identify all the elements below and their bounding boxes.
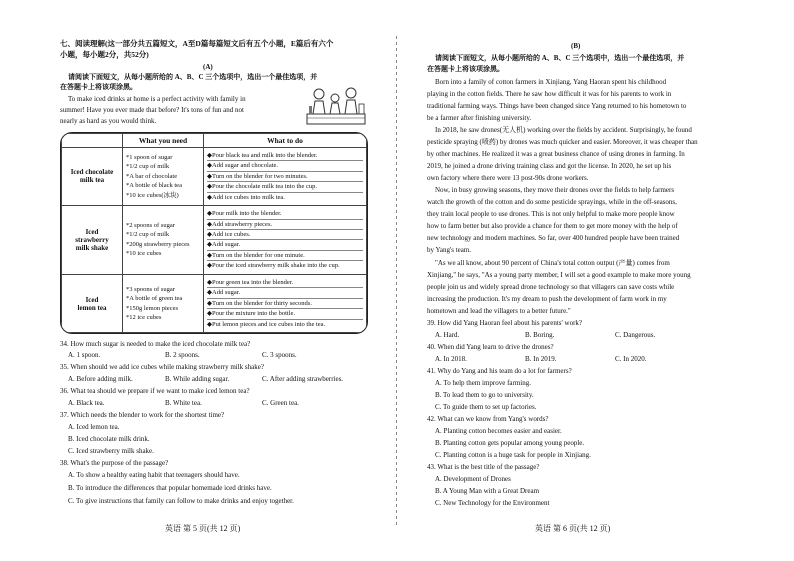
option: C. After adding strawberries. bbox=[262, 375, 344, 383]
passage-label-b: (B) bbox=[571, 42, 581, 50]
paragraph-3-line: by Yang's team. bbox=[427, 246, 472, 254]
option: A. Planting cotton becomes easier and easier. bbox=[435, 427, 562, 435]
option: C. 3 spoons. bbox=[262, 351, 297, 359]
table-corner bbox=[62, 134, 123, 148]
paragraph-4-line: Xinjiang," he says, "As a young party member, I will set a good example to make more young bbox=[427, 271, 691, 279]
column-header-todo: What to do bbox=[204, 134, 367, 148]
drink-name: Iced lemon tea bbox=[62, 275, 123, 333]
steps-cell: ◆Pour black tea and milk into the blender. ◆Add sugar and chocolate. ◆Turn on the blender for two minutes. ◆Pour the chocolate milk tea into the cup. ◆Add ice cubes into milk tea. bbox=[204, 148, 367, 206]
paragraph-4-line: hometown and lead the villagers to a better future." bbox=[427, 307, 571, 315]
paragraph-2-line: by other machines. He realized it was a great business chance of using drones in farming. In bbox=[427, 150, 685, 158]
option: C. To give instructions that family can follow to make drinks and enjoy together. bbox=[68, 497, 294, 505]
paragraph-2-line: 2019, he joined a drone driving training class and got the license. In 2020, he set up his bbox=[427, 162, 672, 170]
option: A. Before adding milk. bbox=[68, 375, 133, 383]
question-35: 35. When should we add ice cubes while making strawberry milk shake? bbox=[60, 363, 264, 371]
paragraph-3-line: they train local people to use drones. This is not only helpful to make more people know bbox=[427, 210, 675, 218]
page-footer-left: 英语 第 5 页(共 12 页) bbox=[165, 524, 241, 533]
page-footer-right: 英语 第 6 页(共 12 页) bbox=[535, 524, 611, 533]
paragraph-1-line: playing in the cotton fields. There he saw how difficult it was for his parents to work in bbox=[427, 90, 672, 98]
paragraph-1-line: Born into a family of cotton farmers in Xinjiang, Yang Haoran spent his childhood bbox=[435, 78, 667, 86]
option: A. To show a healthy eating habit that teenagers should have. bbox=[68, 471, 240, 479]
option: A. To help them improve farming. bbox=[435, 379, 532, 387]
instruction-line-1: 请阅读下面短文，从每小题所给的 A、B、C 三个选项中，选出一个最佳选项，并 bbox=[435, 54, 685, 62]
option: B. A Young Man with a Great Dream bbox=[435, 487, 540, 495]
family-illustration bbox=[305, 84, 367, 128]
paragraph-4-line: people join us and widely spread drone technology so that villagers can save costs while bbox=[427, 283, 675, 291]
steps-cell: ◆Pour green tea into the blender. ◆Add sugar. ◆Turn on the blender for thirty seconds. ◆Pour the mixture into the bottle. ◆Put lemon pieces and ice cubes into the tea. bbox=[204, 275, 367, 333]
intro-line-2: summer! Have you ever made that before? It's tons of fun and not bbox=[60, 106, 244, 114]
paragraph-3-line: watch the growth of the cotton and do some pesticide sprayings, while in the off-seasons, bbox=[427, 198, 677, 206]
option: B. Iced chocolate milk drink. bbox=[68, 435, 150, 443]
option: C. To guide them to set up factories. bbox=[435, 403, 537, 411]
option: C. New Technology for the Environment bbox=[435, 499, 550, 507]
paragraph-2-line: In 2018, he saw drones(无人机) working over the fields by accident. Surprisingly, he found bbox=[435, 126, 692, 134]
option: B. To lead them to go to university. bbox=[435, 391, 534, 399]
column-header-need: What you need bbox=[123, 134, 204, 148]
option: A. Black tea. bbox=[68, 399, 105, 407]
table-row bbox=[62, 148, 367, 206]
steps-cell: ◆Pour milk into the blender. ◆Add strawberry pieces. ◆Add ice cubes. ◆Add sugar. ◆Turn on the blender for one minute. ◆Pour the iced strawberry milk shake into the cup. bbox=[204, 205, 367, 274]
section-title: 七、阅读理解(这一部分共五篇短文，A至D篇每篇短文后有五个小题，E篇后有六个 bbox=[60, 39, 334, 48]
passage-label-a: (A) bbox=[203, 63, 213, 71]
option: B. 2 spoons. bbox=[165, 351, 200, 359]
page-right bbox=[397, 0, 794, 561]
option: C. Iced strawberry milk shake. bbox=[68, 447, 154, 455]
question-39: 39. How did Yang Haoran feel about his parents' work? bbox=[427, 319, 583, 327]
drink-name: Iced chocolate milk tea bbox=[62, 148, 123, 206]
paragraph-1-line: be a farmer after finishing university. bbox=[427, 114, 532, 122]
option: B. Planting cotton gets popular among young people. bbox=[435, 439, 585, 447]
instruction-line-2: 在答题卡上将该项涂黑。 bbox=[60, 83, 137, 91]
question-43: 43. What is the best title of the passage? bbox=[427, 463, 540, 471]
option: C. In 2020. bbox=[615, 355, 647, 363]
option: A. Iced lemon tea. bbox=[68, 423, 120, 431]
option: B. While adding sugar. bbox=[165, 375, 230, 383]
question-42: 42. What can we know from Yang's words? bbox=[427, 415, 549, 423]
option: C. Planting cotton is a huge task for people in Xinjiang. bbox=[435, 451, 591, 459]
question-37: 37. Which needs the blender to work for the shortest time? bbox=[60, 411, 225, 419]
recipe-table bbox=[60, 132, 368, 334]
option: B. To introduce the differences that popular homemade iced drinks have. bbox=[68, 484, 272, 492]
option: B. Boring. bbox=[525, 331, 555, 339]
question-40: 40. When did Yang learn to drive the drones? bbox=[427, 343, 554, 351]
option: A. In 2018. bbox=[435, 355, 467, 363]
instruction-line-1: 请阅读下面短文，从每小题所给的 A、B、C 三个选项中，选出一个最佳选项，并 bbox=[68, 73, 318, 81]
ingredients-cell: *2 spoons of sugar *1/2 cup of milk *200g strawberry pieces *10 ice cubes bbox=[123, 205, 204, 274]
paragraph-4-line: increasing the production. It's my dream to push the development of farm work in my bbox=[427, 295, 667, 303]
option: A. Hard. bbox=[435, 331, 460, 339]
option: A. Development of Drones bbox=[435, 475, 511, 483]
question-38: 38. What's the purpose of the passage? bbox=[60, 459, 169, 467]
question-41: 41. Why do Yang and his team do a lot for farmers? bbox=[427, 367, 572, 375]
instruction-line-2: 在答题卡上将该项涂黑。 bbox=[427, 65, 504, 73]
table-row bbox=[62, 275, 367, 333]
paragraph-1-line: traditional farming ways. Things have been changed since Yang returned to his hometown to bbox=[427, 102, 687, 110]
paragraph-3-line: Now, in busy growing seasons, they move their drones over the fields to help farmers bbox=[435, 186, 675, 194]
question-34: 34. How much sugar is needed to make the iced chocolate milk tea? bbox=[60, 340, 251, 348]
paragraph-3-line: how to farm better but also provide a chance for them to get more money with the help of bbox=[427, 222, 678, 230]
ingredients-cell: *3 spoons of sugar *A bottle of green tea *150g lemon pieces *12 ice cubes bbox=[123, 275, 204, 333]
option: B. In 2019. bbox=[525, 355, 557, 363]
section-title-2: 小题，每小题2分，共52分) bbox=[60, 50, 149, 59]
option: C. Dangerous. bbox=[615, 331, 656, 339]
ingredients-cell: *1 spoon of sugar *1/2 cup of milk *A bar of chocolate *A bottle of black tea *10 ice cubes(冰块) bbox=[123, 148, 204, 206]
drink-name: Iced strawberry milk shake bbox=[62, 205, 123, 274]
paragraph-3-line: new technology and modern machines. So far, over 400 hundred people have been trained bbox=[427, 234, 680, 242]
paragraph-2-line: pesticide spraying (喷药) by drones was much quicker and easier. Moreover, it was cheaper than bbox=[427, 138, 698, 146]
option: A. 1 spoon. bbox=[68, 351, 101, 359]
question-36: 36. What tea should we prepare if we want to make iced lemon tea? bbox=[60, 387, 250, 395]
intro-line-1: To make iced drinks at home is a perfect activity with family in bbox=[68, 95, 246, 103]
table-row bbox=[62, 205, 367, 274]
paragraph-2-line: own factory where there were 13 post-90s drone workers. bbox=[427, 174, 589, 182]
option: C. Green tea. bbox=[262, 399, 299, 407]
option: B. White tea. bbox=[165, 399, 202, 407]
intro-line-3: nearly as hard as you would think. bbox=[60, 117, 157, 125]
paragraph-4-line: "As we all know, about 90 percent of China's total cotton output (产量) comes from bbox=[435, 259, 670, 267]
